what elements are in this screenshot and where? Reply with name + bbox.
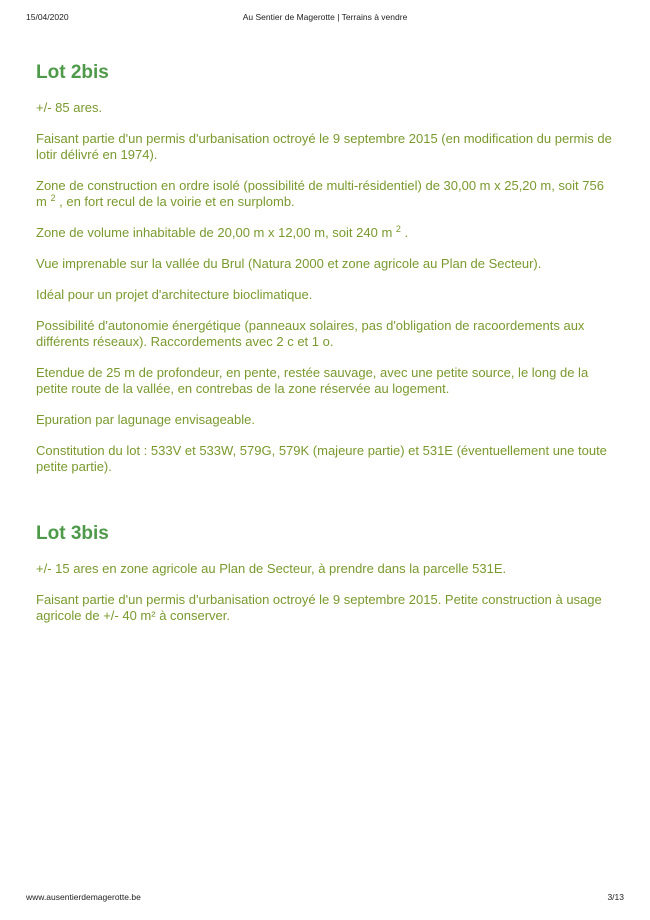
print-footer (26, 892, 624, 906)
lot-2bis-constitution: Constitution du lot : 533V et 533W, 579G, 579K (majeure partie) et 531E (éventuellement une toute petite partie). (36, 443, 607, 474)
site-url: www.ausentierdemagerotte.be (26, 892, 141, 902)
page-content (36, 62, 616, 639)
volume-zone-sup: 2 (395, 224, 401, 234)
volume-zone-text: Zone de volume inhabitable de 20,00 m x 12,00 m, soit 240 m (36, 225, 393, 240)
print-header (26, 12, 624, 26)
lot-2bis-extent: Etendue de 25 m de profondeur, en pente, restée sauvage, avec une petite source, le long de la petite route de la vallée, en contrebas de la zone réservée au logement. (36, 365, 589, 396)
lot-2bis-volume-zone (36, 225, 616, 241)
print-page-title: Au Sentier de Magerotte | Terrains à vendre (242, 12, 408, 22)
lot-2bis-view: Vue imprenable sur la vallée du Brul (Natura 2000 et zone agricole au Plan de Secteur). (36, 256, 542, 271)
section-lot-3bis (36, 523, 616, 624)
volume-zone-after: . (404, 225, 409, 240)
print-date: 15/04/2020 (26, 12, 69, 22)
lot-3bis-permit: Faisant partie d'un permis d'urbanisation octroyé le 9 septembre 2015. Petite construction à usage agricole de +/- 40 m² à conserver. (36, 592, 602, 623)
lot-2bis-bioclimatic: Idéal pour un projet d'architecture bioclimatique. (36, 287, 313, 302)
lot-2bis-energy: Possibilité d'autonomie énergétique (panneaux solaires, pas d'obligation de racoordements aux différents réseaux). Raccordements avec 2 c et 1 o. (36, 318, 585, 349)
lot-2bis-area: +/- 85 ares. (36, 100, 103, 115)
lot-3bis-heading: Lot 3bis (36, 523, 109, 544)
lot-2bis-construction-zone (36, 178, 616, 210)
construction-zone-text: Zone de construction en ordre isolé (possibilité de multi-résidentiel) de 30,00 m x 25,20 m, soit 756 m (36, 178, 604, 209)
lot-2bis-permit: Faisant partie d'un permis d'urbanisation octroyé le 9 septembre 2015 (en modification du permis de lotir délivré en 1974). (36, 131, 612, 162)
lot-3bis-area: +/- 15 ares en zone agricole au Plan de Secteur, à prendre dans la parcelle 531E. (36, 561, 507, 576)
page-number: 3/13 (607, 892, 624, 902)
construction-zone-sup: 2 (50, 193, 56, 203)
section-lot-2bis (36, 62, 616, 475)
lot-2bis-purification: Epuration par lagunage envisageable. (36, 412, 256, 427)
construction-zone-after: , en fort recul de la voirie et en surplomb. (59, 194, 295, 209)
lot-2bis-heading: Lot 2bis (36, 62, 109, 83)
